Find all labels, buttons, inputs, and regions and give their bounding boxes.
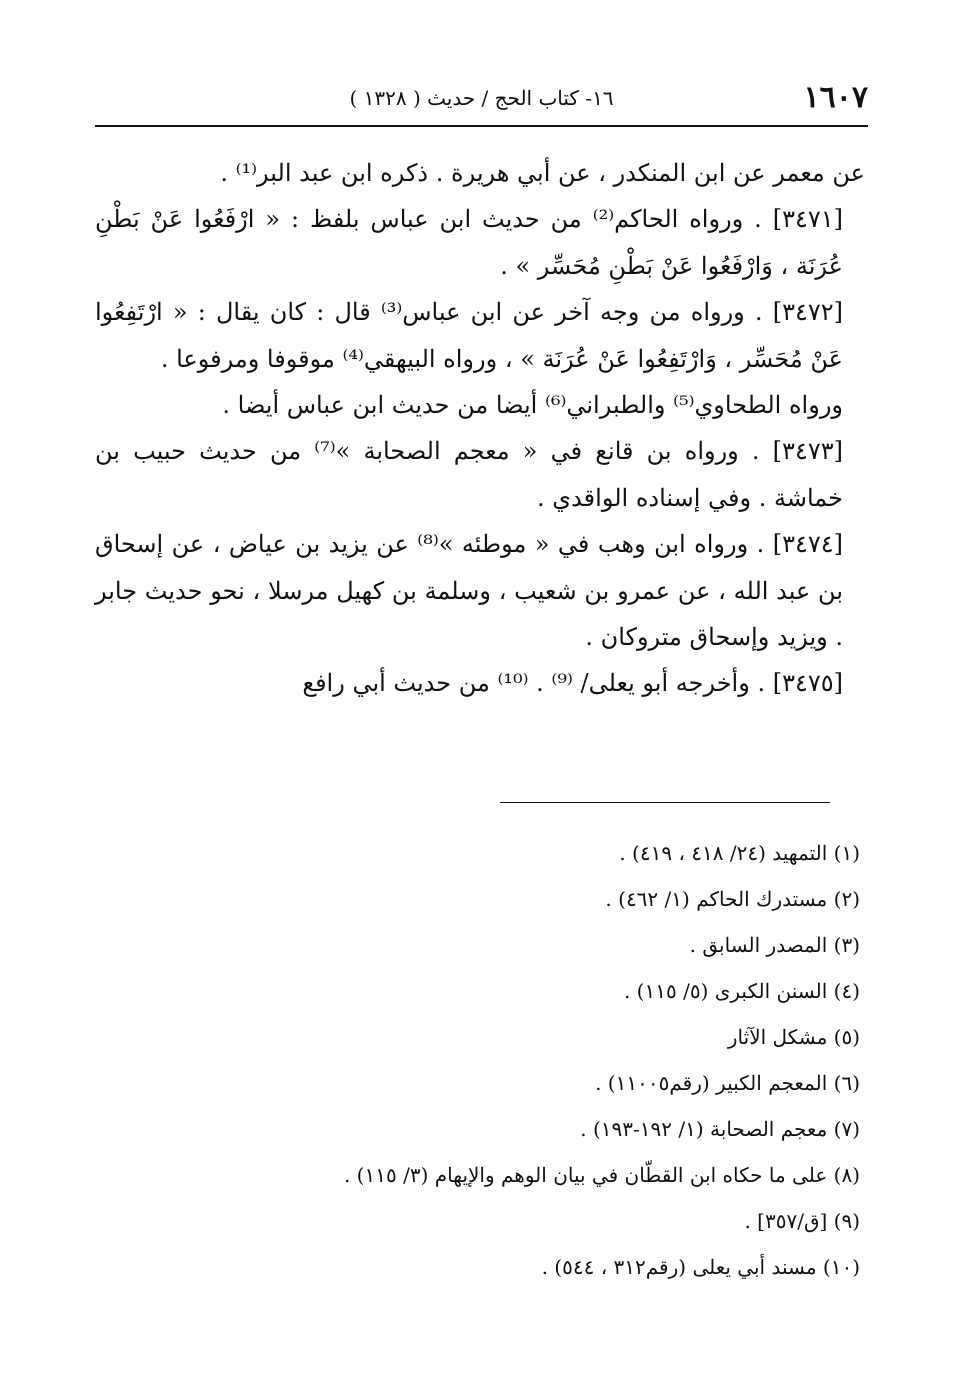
footnote: (٣) المصدر السابق . <box>689 933 860 957</box>
paragraph-3475: [٣٤٧٥] . وأخرجه أبو يعلى/ ⁽⁹⁾ . ⁽¹⁰⁾ من حديث أبي رافع <box>302 669 843 698</box>
footnote: (٨) على ما حكاه ابن القطّان في بيان الوهم والإيهام (٣/ ١١٥) . <box>343 1163 860 1187</box>
paragraph: ورواه الطحاوي⁽⁵⁾ والطبراني⁽⁶⁾ أيضا من حديث ابن عباس أيضا . <box>222 391 843 420</box>
paragraph-3471: [٣٤٧١] . ورواه الحاكم⁽²⁾ من حديث ابن عباس بلفظ : « ارْفَعُوا عَنْ بَطْنِ عُرَنَة ، وَارْفَعُوا عَنْ بَطْنِ مُحَسِّر » . <box>95 205 843 280</box>
header-rule <box>95 125 868 127</box>
footnote: (٦) المعجم الكبير (رقم١١٠٠٥) . <box>595 1071 860 1095</box>
footnote: (٢) مستدرك الحاكم (١/ ٤٦٢) . <box>605 887 860 911</box>
footnote: (٥) مشكل الآثار <box>727 1025 860 1049</box>
main-text <box>95 150 865 707</box>
footnote: (١٠) مسند أبي يعلى (رقم٣١٢ ، ٥٤٤) . <box>541 1255 860 1279</box>
page-header <box>95 78 868 124</box>
running-title: ١٦- كتاب الحج / حديث ( ١٣٢٨ ) <box>349 86 614 110</box>
footnote-separator <box>500 802 830 803</box>
paragraph-3473: [٣٤٧٣] . ورواه بن قانع في « معجم الصحابة »⁽⁷⁾ من حديث حبيب بن خماشة . وفي إسناده الواقدي . <box>95 437 843 512</box>
footnote: (١) التمهيد (٢٤/ ٤١٨ ، ٤١٩) . <box>619 841 860 865</box>
footnote: (٤) السنن الكبرى (٥/ ١١٥) . <box>623 979 860 1003</box>
paragraph-3472: [٣٤٧٢] . ورواه من وجه آخر عن ابن عباس⁽³⁾ قال : كان يقال : « ارْتَفِعُوا عَنْ مُحَسِّر ، وَارْتَفِعُوا عَنْ عُرَنَة » ، ورواه البيهقي⁽⁴⁾ موقوفا ومرفوعا . <box>95 298 843 373</box>
page-number: ١٦٠٧ <box>803 80 868 115</box>
paragraph-3474: [٣٤٧٤] . ورواه ابن وهب في « موطئه »⁽⁸⁾ عن يزيد بن عياض ، عن إسحاق بن عبد الله ، عن عمرو بن شعيب ، وسلمة بن كهيل مرسلا ، نحو حديث جابر . ويزيد وإسحاق متروكان . <box>95 530 844 652</box>
footnotes <box>95 830 860 1290</box>
footnote: (٩) [ق/٣٥٧] . <box>744 1209 860 1233</box>
footnote: (٧) معجم الصحابة (١/ ١٩٢-١٩٣) . <box>580 1117 860 1141</box>
paragraph: عن معمر عن ابن المنكدر ، عن أبي هريرة . ذكره ابن عبد البر⁽¹⁾ . <box>220 159 865 187</box>
